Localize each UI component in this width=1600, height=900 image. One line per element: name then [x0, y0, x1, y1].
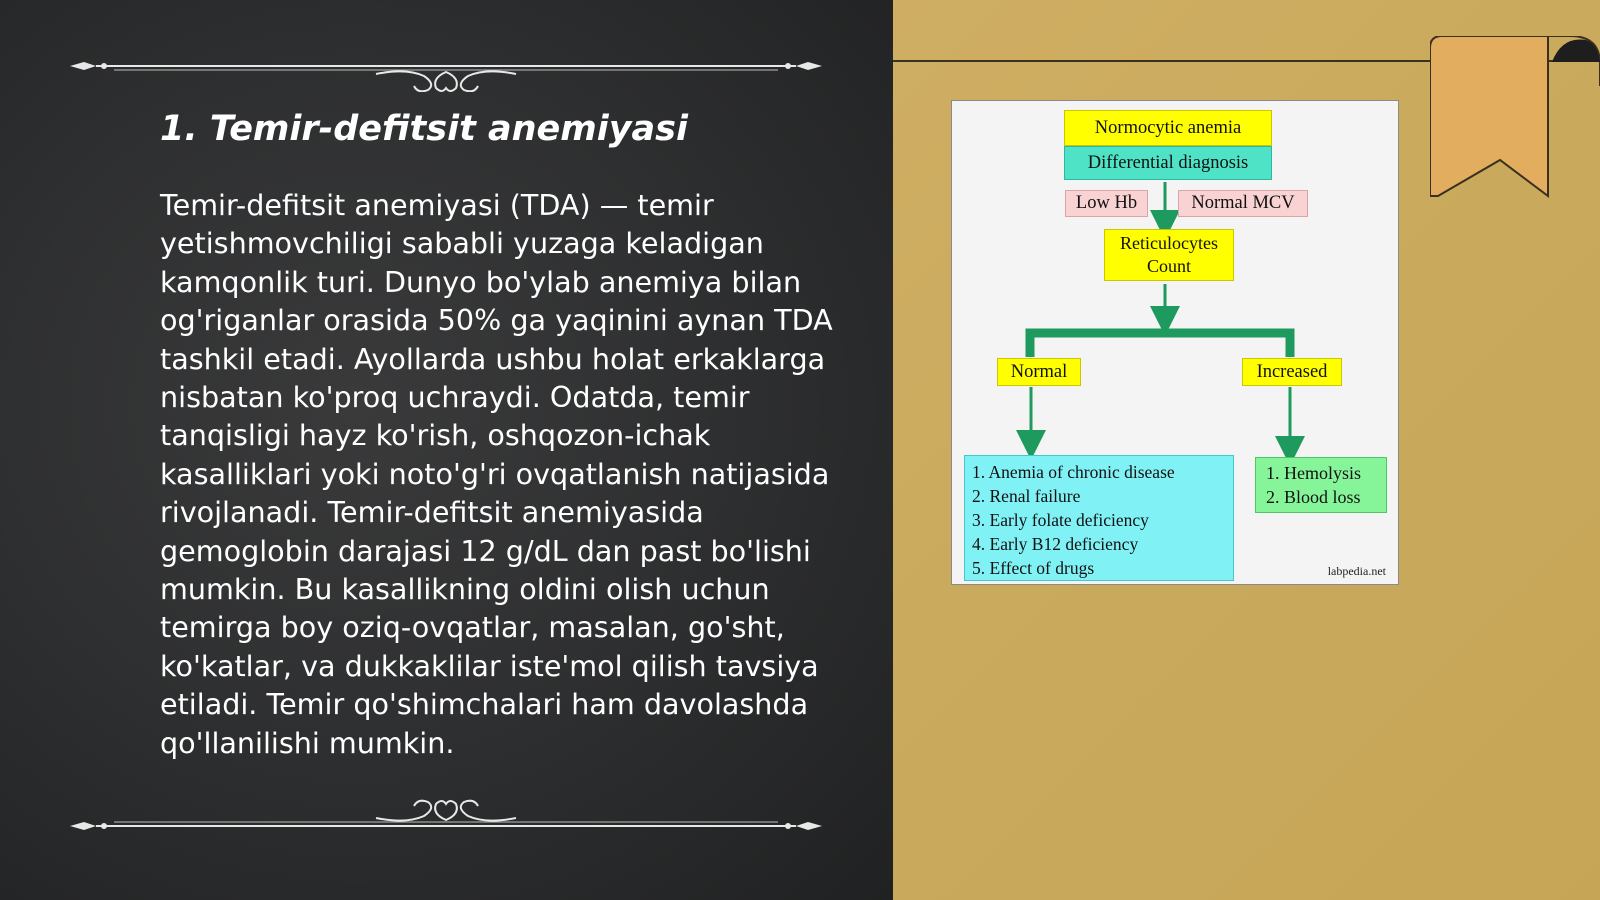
list-item: 2. Renal failure [972, 486, 1081, 506]
normal-causes-box [964, 455, 1234, 581]
list-item: 1. Hemolysis [1266, 463, 1362, 483]
normal-branch-box: Normal [997, 358, 1081, 386]
slide-body-text: Temir-defitsit anemiyasi (TDA) — temir yetishmovchiligi sababli yuzaga keladigan kamqonlik turi. Dunyo bo'ylab anemiya bilan og'riganlar orasida 50% ga yaqinini aynan TDA tashkil etadi. Ayollarda ushbu holat erkaklarga nisbatan ko'proq uchraydi. Odatda, temir tanqisligi hayz ko'rish, oshqozon-ichak kasalliklari yoki noto'g'ri ovqatlanish natijasida rivojlanadi. Temir-defitsit anemiyasida gemoglobin darajasi 12 g/dL dan past bo'lishi mumkin. Bu kasallikning oldini olish uchun temirga boy oziq-ovqatlar, masalan, go'sht, ko'katlar, va dukkaklilar iste'mol qilish tavsiya etiladi. Temir qo'shimchalari ham davolashda qo'llanilishi mumkin. [160, 188, 833, 760]
branch-bracket [1030, 333, 1290, 357]
bookmark-ribbon-icon [1430, 36, 1600, 206]
image-credit: labpedia.net [1327, 564, 1386, 578]
list-item: 3. Early folate deficiency [972, 510, 1149, 530]
bottom-ornament-divider [66, 786, 826, 834]
normocytic-anemia-box: Normocytic anemia [1064, 110, 1272, 146]
increased-branch-box: Increased [1242, 358, 1342, 386]
top-ornament-divider [66, 44, 826, 92]
normal-mcv-box: Normal MCV [1178, 190, 1308, 217]
low-hb-box: Low Hb [1065, 190, 1148, 217]
list-item: 4. Early B12 deficiency [972, 534, 1139, 554]
slide-title: 1. Temir-defitsit anemiyasi [160, 109, 689, 149]
increased-causes-box [1255, 457, 1387, 513]
reticulocytes-count-label: Reticulocytes Count [1120, 233, 1218, 276]
list-item: 5. Effect of drugs [972, 558, 1095, 578]
reticulocytes-count-box [1104, 229, 1234, 281]
differential-diagnosis-box: Differential diagnosis [1064, 146, 1272, 180]
list-item: 1. Anemia of chronic disease [972, 462, 1175, 482]
list-item: 2. Blood loss [1266, 487, 1361, 507]
flowchart-figure [951, 100, 1399, 585]
normal-causes-list [972, 460, 1233, 580]
increased-causes-list [1266, 461, 1386, 509]
